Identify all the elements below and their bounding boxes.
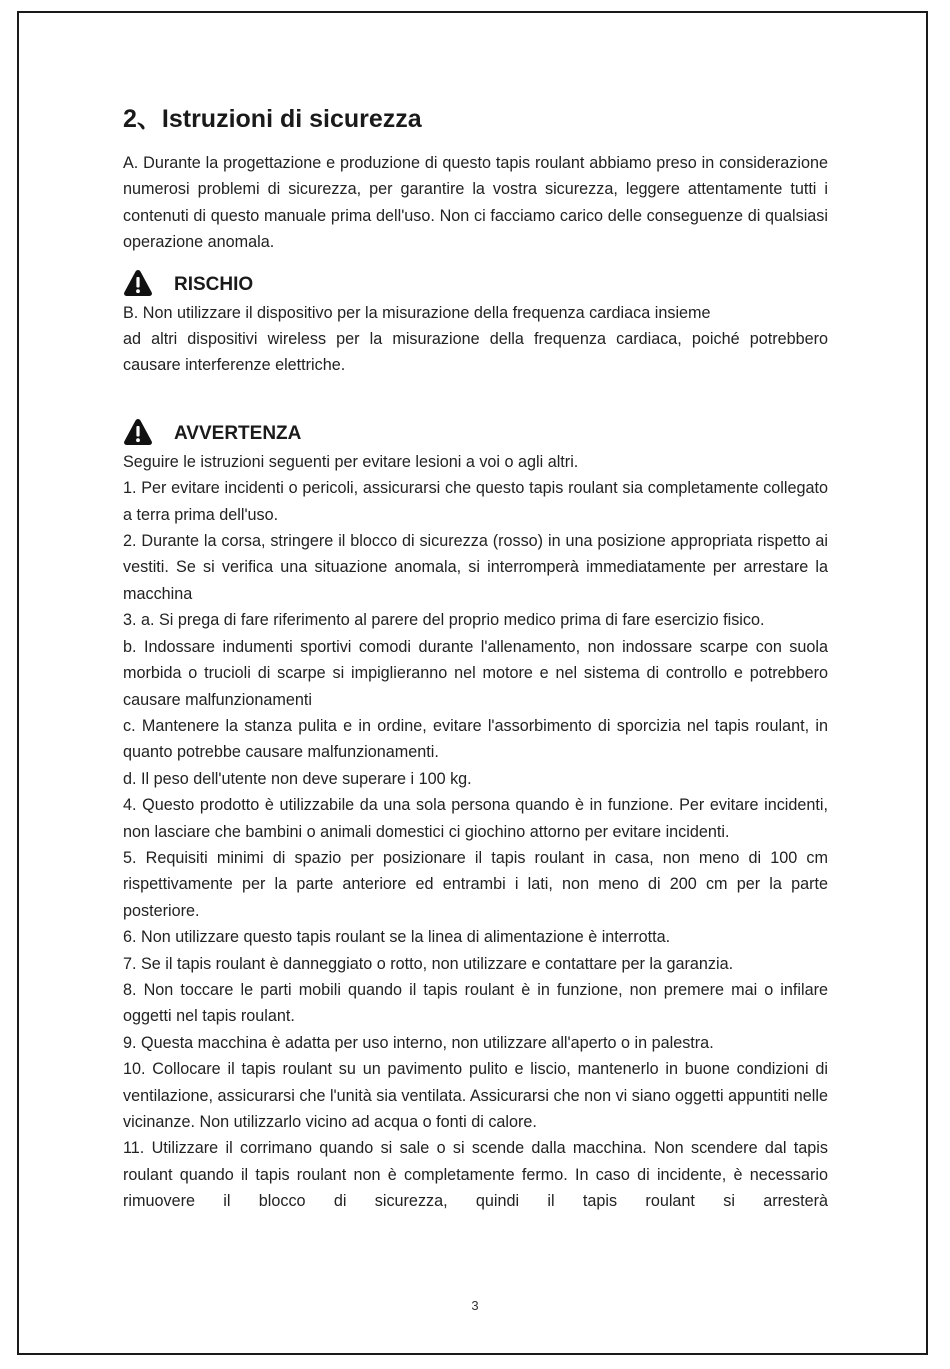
risk-label: RISCHIO <box>174 273 254 295</box>
risk-text <box>123 300 828 379</box>
warning-item-1: 1. Per evitare incidenti o pericoli, assicurarsi che questo tapis roulant sia completamente collegato a terra prima dell'uso. <box>123 479 828 524</box>
risk-notice <box>123 268 828 298</box>
warning-item-5: 5. Requisiti minimi di spazio per posizionare il tapis roulant in casa, non meno di 100 cm rispettivamente per la parte anteriore ed entrambi i lati, non meno di 200 cm per la parte posteriore. <box>123 848 828 920</box>
warning-notice <box>123 417 828 447</box>
page-number: 3 <box>471 1298 479 1313</box>
document-body <box>123 104 828 1215</box>
warning-item-8: 8. Non toccare le parti mobili quando il tapis roulant è in funzione, non premere mai o infilare oggetti nel tapis roulant. <box>123 980 828 1026</box>
risk-line-1: B. Non utilizzare il dispositivo per la misurazione della frequenza cardiaca insieme <box>123 303 711 322</box>
warning-item-3d: d. Il peso dell'utente non deve superare i 100 kg. <box>123 769 472 788</box>
warning-item-6: 6. Non utilizzare questo tapis roulant se la linea di alimentazione è interrotta. <box>123 928 671 947</box>
warning-item-10: 10. Collocare il tapis roulant su un pavimento pulito e liscio, mantenerlo in buone condizioni di ventilazione, assicurarsi che l'unità sia ventilata. Assicurarsi che non vi siano oggetti appuntiti nelle vicinanze. Non utilizzarlo vicino ad acqua o fonti di calore. <box>123 1060 828 1131</box>
intro-paragraph: A. Durante la progettazione e produzione di questo tapis roulant abbiamo preso in considerazione numerosi problemi di sicurezza, per garantire la vostra sicurezza, leggere attentamente tutti i contenuti di questo manuale prima dell'uso. Non ci facciamo carico delle conseguenze di qualsiasi operazione anomala. <box>123 154 828 252</box>
warning-item-7: 7. Se il tapis roulant è danneggiato o rotto, non utilizzare e contattare per la garanzia. <box>123 954 734 973</box>
warning-item-3a: 3. a. Si prega di fare riferimento al parere del proprio medico prima di fare esercizio fisico. <box>123 611 765 630</box>
warning-item-3c: c. Mantenere la stanza pulita e in ordine, evitare l'assorbimento di sporcizia nel tapis roulant, in quanto potrebbe causare malfunzionamenti. <box>123 716 828 762</box>
warning-intro: Seguire le istruzioni seguenti per evitare lesioni a voi o agli altri. <box>123 452 579 471</box>
warning-triangle-icon <box>123 418 153 446</box>
warning-triangle-icon <box>123 269 153 297</box>
warning-item-2: 2. Durante la corsa, stringere il blocco di sicurezza (rosso) in una posizione appropriata rispetto ai vestiti. Se si verifica una situazione anomala, si interromperà immediatamente per arrestare la macchina <box>123 532 828 603</box>
warning-item-4: 4. Questo prodotto è utilizzabile da una sola persona quando è in funzione. Per evitare incidenti, non lasciare che bambini o animali domestici ci giochino attorno per evitare incidenti. <box>123 796 828 841</box>
section-title: 2、Istruzioni di sicurezza <box>123 105 422 133</box>
warning-item-11: 11. Utilizzare il corrimano quando si sale o si scende dalla macchina. Non scendere dal tapis roulant quando il tapis roulant non è completamente fermo. In caso di incidente, è necessario rimuovere il blocco di sicurezza, quindi il tapis roulant si arresterà <box>123 1139 828 1211</box>
warning-item-3b: b. Indossare indumenti sportivi comodi durante l'allenamento, non indossare scarpe con suola morbida o trucioli di scarpe si impiglieranno nel motore e nel sistema di controllo e potrebbero causare malfunzionamenti <box>123 637 828 709</box>
warning-list <box>123 449 828 1215</box>
risk-line-2: ad altri dispositivi wireless per la misurazione della frequenza cardiaca, poiché potrebbero causare interferenze elettriche. <box>123 330 828 375</box>
warning-label: AVVERTENZA <box>174 422 302 444</box>
warning-item-9: 9. Questa macchina è adatta per uso interno, non utilizzare all'aperto o in palestra. <box>123 1033 714 1052</box>
